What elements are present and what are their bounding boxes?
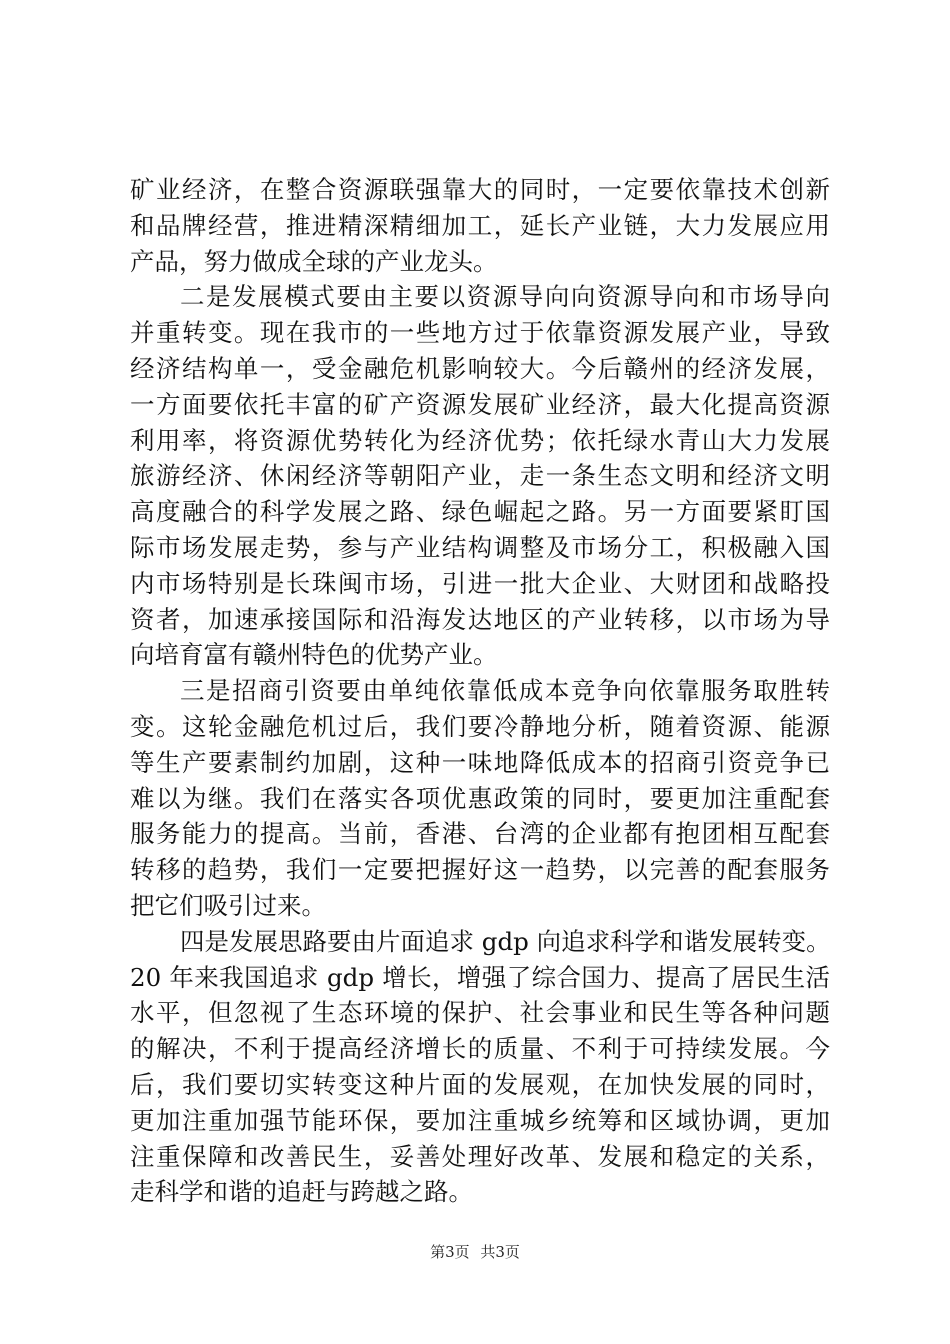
text-line: 等生产要素制约加剧，这种一味地降低成本的招商引资竞争已 <box>130 747 830 777</box>
text-line: 和品牌经营，推进精深精细加工，延长产业链，大力发展应用 <box>130 210 830 240</box>
text-line: 向培育富有赣州特色的优势产业。 <box>130 640 498 670</box>
text-line: 内市场特别是长珠闽市场，引进一批大企业、大财团和战略投 <box>130 568 830 598</box>
page-footer <box>0 1242 950 1262</box>
text-line: 变。这轮金融危机过后，我们要冷静地分析，随着资源、能源 <box>130 711 830 741</box>
text-line: 资者，加速承接国际和沿海发达地区的产业转移，以市场为导 <box>130 604 830 634</box>
paragraph-two <box>130 279 830 673</box>
text-line: 三是招商引资要由单纯依靠低成本竞争向依靠服务取胜转 <box>180 676 830 706</box>
text-line: 矿业经济，在整合资源联强靠大的同时，一定要依靠技术创新 <box>130 175 830 204</box>
page-number: 第3页 <box>430 1243 470 1261</box>
text-line: 的解决，不利于提高经济增长的质量、不利于可持续发展。今 <box>130 1034 830 1064</box>
text-line: 更加注重加强节能环保，要加注重城乡统筹和区域协调，更加 <box>130 1105 830 1135</box>
paragraph-three <box>130 673 830 924</box>
text-line: 后，我们要切实转变这种片面的发展观，在加快发展的同时， <box>130 1069 830 1099</box>
document-body <box>130 172 830 1210</box>
text-line: 一方面要依托丰富的矿产资源发展矿业经济，最大化提高资源 <box>130 389 830 419</box>
text-line: 二是发展模式要由主要以资源导向向资源导向和市场导向 <box>180 282 830 312</box>
text-line: 经济结构单一，受金融危机影响较大。今后赣州的经济发展， <box>130 353 830 383</box>
text-line: 20 年来我国追求 gdp 增长，增强了综合国力、提高了居民生活 <box>130 962 830 992</box>
text-line: 高度融合的科学发展之路、绿色崛起之路。另一方面要紧盯国 <box>130 497 830 527</box>
text-line: 把它们吸引过来。 <box>130 890 326 920</box>
paragraph-continuation <box>130 172 830 279</box>
text-line: 水平，但忽视了生态环境的保护、社会事业和民生等各种问题 <box>130 998 830 1028</box>
text-line: 四是发展思路要由片面追求 gdp 向追求科学和谐发展转变。 <box>180 926 831 956</box>
text-line: 难以为继。我们在落实各项优惠政策的同时，要更加注重配套 <box>130 783 830 813</box>
text-line: 服务能力的提高。当前，香港、台湾的企业都有抱团相互配套 <box>130 819 830 849</box>
page-total: 共3页 <box>480 1243 520 1261</box>
text-line: 走科学和谐的追赶与跨越之路。 <box>130 1177 473 1207</box>
text-line: 并重转变。现在我市的一些地方过于依靠资源发展产业，导致 <box>130 318 830 348</box>
text-line: 产品，努力做成全球的产业龙头。 <box>130 246 498 276</box>
paragraph-four <box>130 924 830 1210</box>
text-line: 转移的趋势，我们一定要把握好这一趋势，以完善的配套服务 <box>130 855 830 885</box>
text-line: 利用率，将资源优势转化为经济优势；依托绿水青山大力发展 <box>130 425 830 455</box>
text-line: 旅游经济、休闲经济等朝阳产业，走一条生态文明和经济文明 <box>130 461 830 491</box>
text-line: 际市场发展走势，参与产业结构调整及市场分工，积极融入国 <box>130 532 830 562</box>
text-line: 注重保障和改善民生，妥善处理好改革、发展和稳定的关系， <box>130 1141 830 1171</box>
